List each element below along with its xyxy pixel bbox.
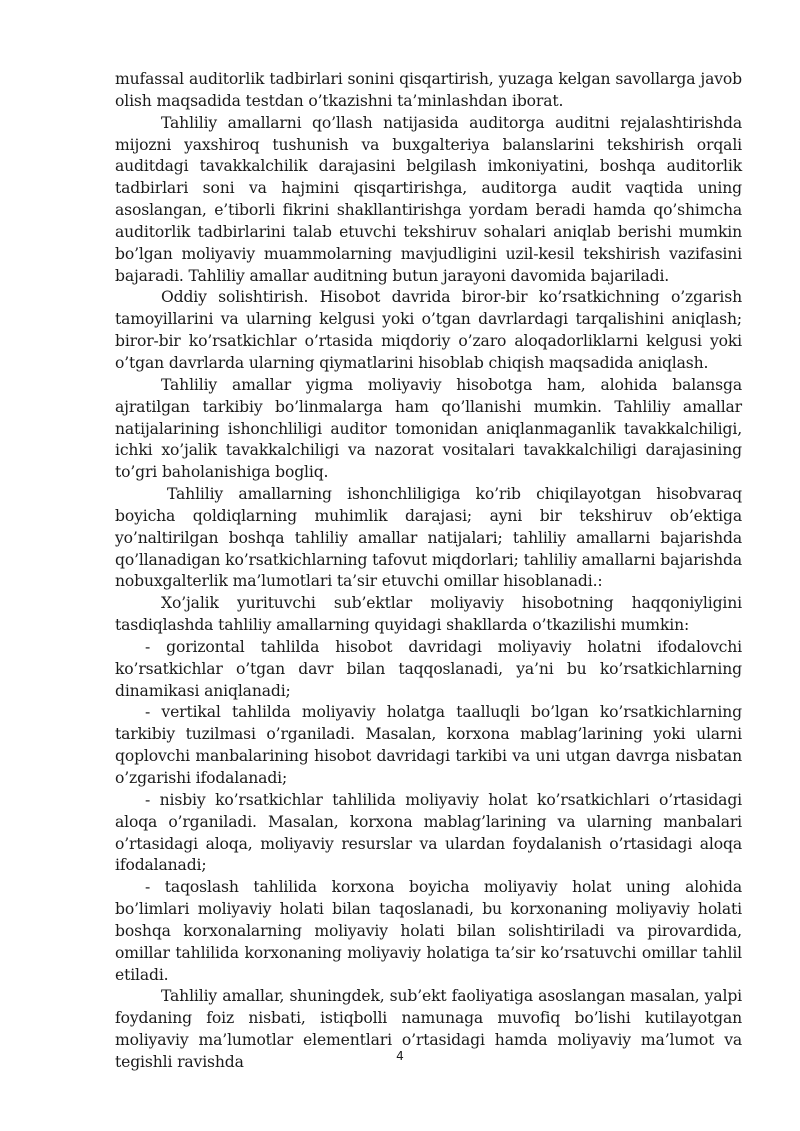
list-item: - gorizontal tahlilda hisobot davridagi moliyaviy holatni ifodalovchi ko’rsatkichlar o’tgan davr bilan taqqoslanadi, ya’ni bu ko’rsatkichlarning dinamikasi aniqlanadi; <box>115 637 742 700</box>
paragraph: mufassal auditorlik tadbirlari sonini qisqartirish, yuzaga kelgan savollarga javob olish maqsadida testdan o’tkazishni ta’minlashdan iborat. <box>115 70 742 110</box>
list-item: - taqoslash tahlilida korxona boyicha moliyaviy holat uning alohida bo’limlari moliyaviy holati bilan taqoslanadi, bu korxonaning moliyaviy holati boshqa korxonalarning moliyaviy holati bilan solishtiriladi va pirovardida, omillar tahlilida korxonaning moliyaviy holatiga ta’sir ko’rsatuvchi omillar tahlil etiladi. <box>115 878 742 984</box>
document-body <box>115 69 742 1074</box>
paragraph: Tahliliy amallarni qo’llash natijasida auditorga auditni rejalashtirishda mijozni yaxshiroq tushunish va buxgalteriya balanslarini tekshirish orqali auditdagi tavakkalchilik darajasini belgilash imkoniyatini, boshqa auditorlik tadbirlari soni va hajmini qisqartirishga, auditorga audit vaqtida uning asoslangan, e’tiborli fikrini shakllantirishga yordam beradi hamda qo’shimcha auditorlik tadbirlarini talab etuvchi tekshiruv sohalari aniqlab berishi mumkin bo’lgan moliyaviy muammolarning mavjudligini uzil-kesil tekshirish vazifasini bajaradi. Tahliliy amallar auditning butun jarayoni davomida bajariladi. <box>115 113 742 285</box>
page-number: 4 <box>396 1049 404 1063</box>
list-item: - nisbiy ko’rsatkichlar tahlilida moliyaviy holat ko’rsatkichlari o’rtasidagi aloqa o’rganiladi. Masalan, korxona mablag’larining va ularning manbalari o’rtasidagi aloqa, moliyaviy resurslar va ulardan foydalanish o’rtasidagi aloqa ifodalanadi; <box>115 790 742 875</box>
list-item: - vertikal tahlilda moliyaviy holatga taalluqli bo’lgan ko’rsatkichlarning tarkibiy tuzilmasi o’rganiladi. Masalan, korxona mablag’larining yoki ularni qoplovchi manbalarining hisobot davridagi tarkibi va uni utgan davrga nisbatan o’zgarishi ifodalanadi; <box>115 703 742 787</box>
paragraph: Tahliliy amallar, shuningdek, sub’ekt faoliyatiga asoslangan masalan, yalpi foydaning foiz nisbati, istiqbolli namunaga muvofiq bo’lishi kutilayotgan moliyaviy ma’lumotlar elementlari o’rtasidagi hamda moliyaviy ma’lumot va tegishli ravishda <box>115 987 742 1071</box>
paragraph: Xo’jalik yurituvchi sub’ektlar moliyaviy hisobotning haqqoniyligini tasdiqlashda tahliliy amallarning quyidagi shakllarda o’tkazilishi mumkin: <box>115 594 742 635</box>
paragraph: Tahliliy amallar yigma moliyaviy hisobotga ham, alohida balansga ajratilgan tarkibiy bo’linmalarga ham qo’llanishi mumkin. Tahliliy amallar natijalarining ishonchliligi auditor tomonidan aniqlanmaganlik tavakkalchiligi, ichki xo’jalik tavakkalchiligi va nazorat vositalari tavakkalchiligi darajasining to’gri baholanishiga bogliq. <box>115 375 742 482</box>
paragraph: Oddiy solishtirish. Hisobot davrida biror-bir ko’rsatkichning o’zgarish tamoyillarini va ularning kelgusi yoki o’tgan davrlardagi tarqalishini aniqlash; biror-bir ko’rsatkichlar o’rtasida miqdoriy o’zaro aloqadorliklarni kelgusi yoki o’tgan davrlarda ularning qiymatlarini hisoblab chiqish maqsadida aniqlash. <box>115 288 742 372</box>
paragraph: Tahliliy amallarning ishonchliligiga ko’rib chiqilayotgan hisobvaraq boyicha qoldiqlarning muhimlik darajasi; ayni bir tekshiruv ob’ektiga yo’naltirilgan boshqa tahliliy amallar natijalari; tahliliy amallarni bajarishda qo’llanadigan ko’rsatkichlarning tafovut miqdorlari; tahliliy amallarni bajarishda nobuxgalterlik ma’lumotlari ta’sir etuvchi omillar hisoblanadi.: <box>115 485 742 591</box>
